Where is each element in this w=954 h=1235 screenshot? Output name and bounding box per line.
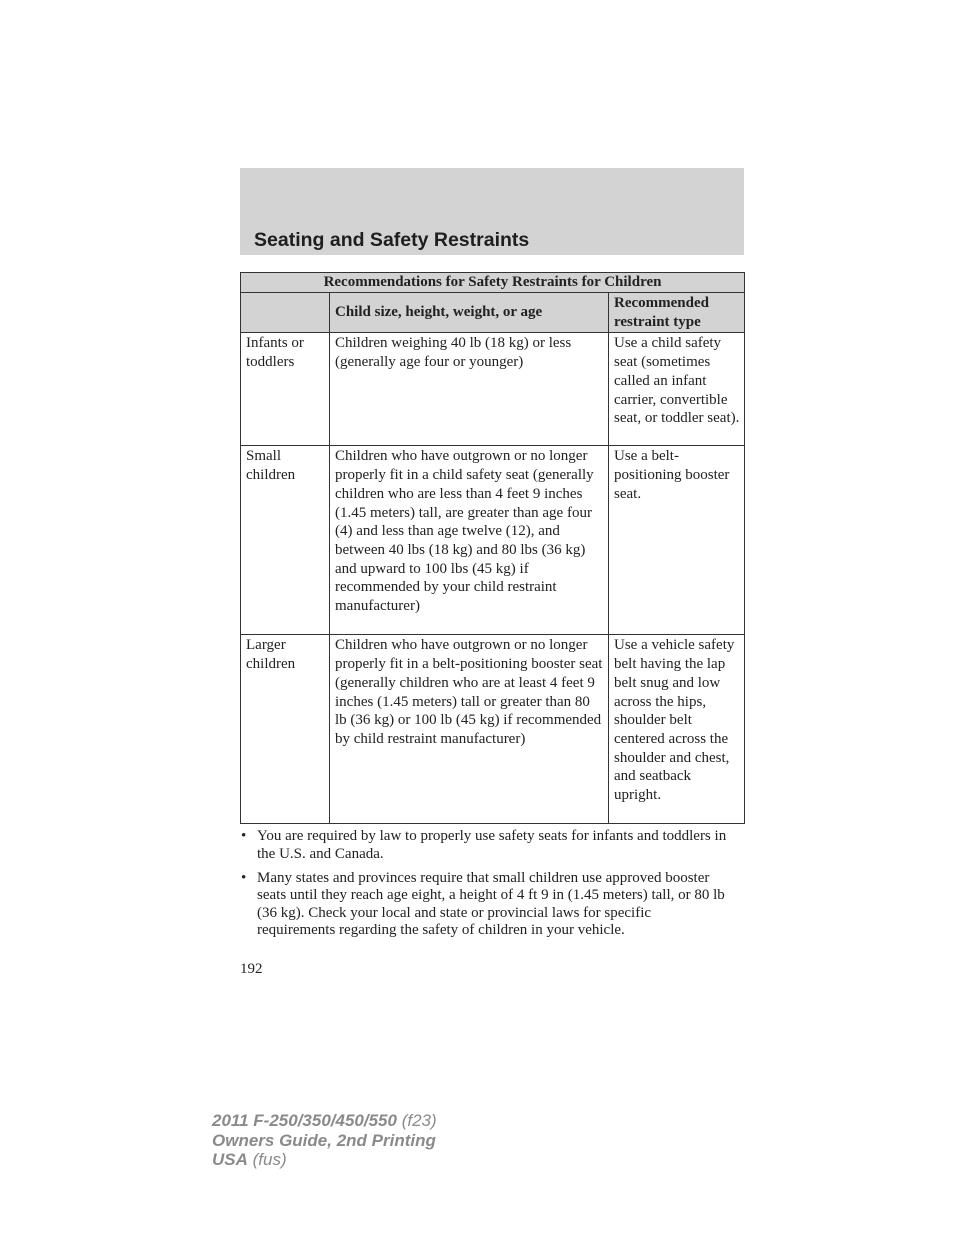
footer-line-printing: [212, 1131, 437, 1151]
column-header-restraint: Recommended restraint type: [609, 293, 745, 333]
row-category: Larger children: [241, 635, 330, 824]
row-category: Infants or toddlers: [241, 333, 330, 446]
row-restraint: Use a child safety seat (sometimes called an infant carrier, convertible seat, or toddler seat).: [609, 333, 745, 446]
document-footer: [212, 1111, 437, 1170]
row-size: Children who have outgrown or no longer properly fit in a child safety seat (generally children who are less than 4 feet 9 inches (1.45 meters) tall, are greater than age four (4) and less than age twelve (12), and between 40 lbs (18 kg) and 80 lbs (36 kg) and upward to 100 lbs (45 kg) if recommended by your child restraint manufacturer): [330, 446, 609, 635]
row-restraint: Use a vehicle safety belt having the lap belt snug and low across the hips, shoulder belt centered across the shoulder and chest, and seatback upright.: [609, 635, 745, 824]
footer-model: 2011 F-250/350/450/550: [212, 1111, 397, 1130]
footer-market: USA: [212, 1150, 248, 1169]
row-restraint: Use a belt-positioning booster seat.: [609, 446, 745, 635]
footer-model-code: (f23): [401, 1111, 437, 1130]
safety-notes-list: [240, 828, 730, 947]
row-size: Children weighing 40 lb (18 kg) or less (generally age four or younger): [330, 333, 609, 446]
footer-printing: Owners Guide, 2nd Printing: [212, 1130, 436, 1150]
list-item-text: Many states and provinces require that small children use approved booster seats until they reach age eight, a height of 4 ft 9 in (1.45 meters) tall, or 80 lb (36 kg). Check your local and state or provincial laws for specific requirements regarding the safety of children in your vehicle.: [257, 869, 725, 939]
page-number: 192: [240, 961, 263, 977]
footer-line-market: [212, 1150, 437, 1170]
list-item-text: You are required by law to properly use safety seats for infants and toddlers in the U.S. and Canada.: [257, 828, 727, 862]
bullet-icon: •: [241, 828, 247, 844]
bullet-icon: •: [241, 869, 247, 886]
table-row: [241, 635, 745, 824]
table-header-row: [241, 293, 745, 333]
table-caption-row: [241, 273, 745, 293]
restraint-recommendations-table: [240, 272, 745, 824]
table-row: [241, 333, 745, 446]
column-header-category: [241, 293, 330, 333]
table-row: [241, 446, 745, 635]
column-header-size: Child size, height, weight, or age: [330, 293, 609, 333]
footer-line-model: [212, 1111, 437, 1131]
row-category: Small children: [241, 446, 330, 635]
row-size: Children who have outgrown or no longer properly fit in a belt-positioning booster seat (generally children who are at least 4 feet 9 inches (1.45 meters) tall or greater than 80 lb (36 kg) or 100 lb (45 kg) if recommended by child restraint manufacturer): [330, 635, 609, 824]
list-item: [240, 828, 730, 863]
section-title: Seating and Safety Restraints: [254, 229, 530, 251]
list-item: [240, 870, 730, 940]
footer-market-code: (fus): [252, 1150, 287, 1169]
section-header-band: [240, 168, 744, 255]
table-caption: Recommendations for Safety Restraints for Children: [241, 273, 745, 293]
